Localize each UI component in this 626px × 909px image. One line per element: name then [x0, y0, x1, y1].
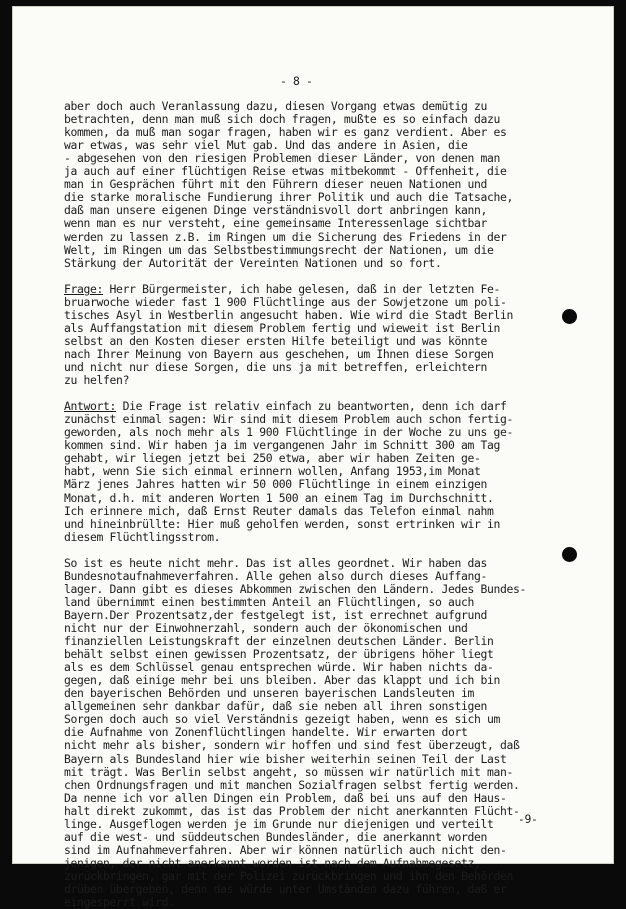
text-line: zurückbringen, gar mit der Polizei zurückbringen und ihn den Behörden — [64, 868, 514, 883]
text-line: als es dem Schlüssel genau entsprechen würde. Wir haben nichts da- — [64, 660, 494, 675]
document-page — [12, 6, 614, 909]
speaker-label: Frage: — [64, 281, 104, 296]
text-line: - abgesehen von den riesigen Problemen dieser Länder, von denen man — [64, 151, 501, 166]
text-line: zu helfen? — [64, 373, 130, 388]
page-continuation-marker: -9- — [518, 812, 538, 826]
text-line: als Auffangstation mit diesem Problem fertig und wieweit ist Berlin — [64, 320, 501, 335]
text-line: mit trägt. Was Berlin selbst angeht, so müssen wir natürlich mit man- — [64, 764, 514, 779]
text-line: betrachten, denn man muß sich doch fragen, mußte es so einfach dazu — [64, 112, 501, 127]
text-line: Welt, im Ringen um das Selbstbestimmungsrecht der Nationen, um die — [64, 242, 494, 257]
text-line: und hineinbrüllte: Hier muß geholfen werden, sonst ertrinken wir in — [64, 516, 501, 531]
text-line: auf die west- und süddeutschen Bundesländer, die anerkannt worden — [64, 829, 488, 844]
text-line: gegen, daß einige mehr bei uns bleiben. Aber das klappt und ich bin — [64, 673, 501, 688]
text-line: finanziellen Leistungskraft der einzelnen deutschen Länder. Berlin — [64, 634, 494, 649]
text-line: zunächst einmal sagen: Wir sind mit diesem Problem auch schon fertig- — [64, 412, 514, 427]
text-line: und nicht nur diese Sorgen, die uns ja mit betreffen, erleichtern — [64, 360, 488, 374]
text-line: ja auch auf einer flüchtigen Reise etwas mitbekommt - Offenheit, die — [64, 164, 507, 179]
text-line: werden zu lassen z.B. im Ringen um die Sicherung des Friedens in der — [64, 229, 507, 244]
page-number: - 8 - — [280, 74, 313, 88]
text-line: linge. Ausgeflogen werden je im Grunde nur diejenigen und verteilt — [64, 816, 494, 831]
text-line: wenn man es nur versteht, eine gemeinsame Interessenlage sichtbar — [64, 216, 488, 231]
text-line: Bayern.Der Prozentsatz,der festgelegt ist, ist errechnet aufgrund — [64, 607, 488, 622]
text-line: chen Ordnungsfragen und mit manchen Sozialfragen selbst fertig werden. — [64, 777, 520, 792]
text-line: halt direkt zukommt, das ist das Problem der nicht anerkannten Flücht- — [64, 803, 520, 818]
text-line: geworden, als noch mehr als 1 900 Flüchtlinge in der Woche zu uns ge- — [64, 425, 514, 440]
text-line: land übernimmt einen bestimmten Anteil an Flüchtlingen, so auch — [64, 594, 474, 609]
text-line: Bundesnotaufnahmeverfahren. Alle gehen also durch dieses Auffang- — [64, 568, 488, 583]
text-line: nicht nur der Einwohnerzahl, sondern auch der ökonomischen und — [64, 621, 468, 635]
text-line: Da nenne ich vor allen Dingen ein Problem, daß bei uns auf den Haus- — [64, 790, 507, 805]
text-line: den bayerischen Behörden und unseren bayerischen Landsleuten im — [64, 686, 474, 701]
text-line: lager. Dann gibt es dieses Abkommen zwischen den Ländern. Jedes Bundes- — [64, 581, 527, 596]
punch-hole — [562, 547, 577, 562]
text-line: drüben übergeben, denn das würde unter Umständen dazu führen, daß er — [64, 882, 507, 896]
text-line: aber doch auch Veranlassung dazu, diesen Vorgang etwas demütig zu — [64, 99, 488, 113]
text-line: sind im Aufnahmeverfahren. Aber wir können natürlich auch nicht den- — [64, 842, 507, 857]
text-line: kommen sind. Wir haben ja im vergangenen Jahr im Schnitt 300 am Tag — [64, 438, 501, 453]
text-line: jenigen, der nicht anerkannt worden ist nach dem Aufnahmegesetz, — [64, 855, 481, 870]
text-line: gehabt, wir liegen jetzt bei 250 etwa, aber wir haben Zeiten ge- — [64, 451, 481, 466]
text-line: behält selbst einen gewissen Prozentsatz, der übrigens höher liegt — [64, 647, 494, 662]
text-line: Monat, d.h. mit anderen Worten 1 500 an einem Tag im Durchschnitt. — [64, 490, 494, 505]
text-line: die Aufnahme von Zonenflüchtlingen handelte. Wir erwarten dort — [64, 725, 468, 740]
text-line: nach Ihrer Meinung von Bayern aus geschehen, um Ihnen diese Sorgen — [64, 346, 494, 361]
text-line: Antwort: Die Frage ist relativ einfach zu beantworten, denn ich darf — [64, 399, 507, 414]
text-line: bruarwoche wieder fast 1 900 Flüchtlinge aus der Sowjetzone um poli- — [64, 294, 507, 309]
text-line: So ist es heute nicht mehr. Das ist alles geordnet. Wir haben das — [64, 555, 488, 570]
text-line: man in Gesprächen führt mit den Führern dieser neuen Nationen und — [64, 177, 488, 192]
text-line: tisches Asyl in Westberlin angesucht haben. Wie wird die Stadt Berlin — [64, 307, 514, 322]
text-line: eingesperrt wird. — [64, 895, 175, 909]
text-line: daß man unsere eigenen Dinge verständnisvoll dort anbringen kann, — [64, 203, 488, 218]
punch-hole — [562, 309, 577, 324]
text-line: Sorgen doch auch so viel Verständnis gezeigt haben, wenn es sich um — [64, 712, 501, 727]
text-line: Stärkung der Autorität der Vereinten Nationen und so fort. — [64, 255, 442, 270]
text-line: habt, wenn Sie sich einmal erinnern wollen, Anfang 1953,im Monat — [64, 464, 481, 479]
text-line: die starke moralische Fundierung ihrer Politik und auch die Tatsache, — [64, 190, 514, 205]
text-line: Bayern als Bundesland hier wie bisher weiterhin seinen Teil der Last — [64, 751, 507, 766]
text-line: kommen, da muß man sogar fragen, haben wir es ganz verdient. Aber es — [64, 125, 507, 140]
text-line: nicht mehr als bisher, sondern wir hoffen und sind fest überzeugt, daß — [64, 738, 520, 753]
text-line: allgemeinen sehr dankbar dafür, daß sie neben all ihren sonstigen — [64, 699, 488, 714]
speaker-label: Antwort: — [64, 399, 117, 414]
text-line: war etwas, was sehr viel Mut gab. Und das andere in Asien, die — [64, 138, 468, 153]
text-line: diesem Flüchtlingsstrom. — [64, 529, 221, 544]
text-line: März jenes Jahres hatten wir 50 000 Flüchtlinge in einem einzigen — [64, 477, 488, 492]
text-line: Ich erinnere mich, daß Ernst Reuter damals das Telefon einmal nahm — [64, 503, 494, 518]
text-line: Frage: Herr Bürgermeister, ich habe gelesen, daß in der letzten Fe- — [64, 281, 501, 296]
text-line: selbst an den Kosten dieser ersten Hilfe beteiligt und was könnte — [64, 333, 488, 348]
